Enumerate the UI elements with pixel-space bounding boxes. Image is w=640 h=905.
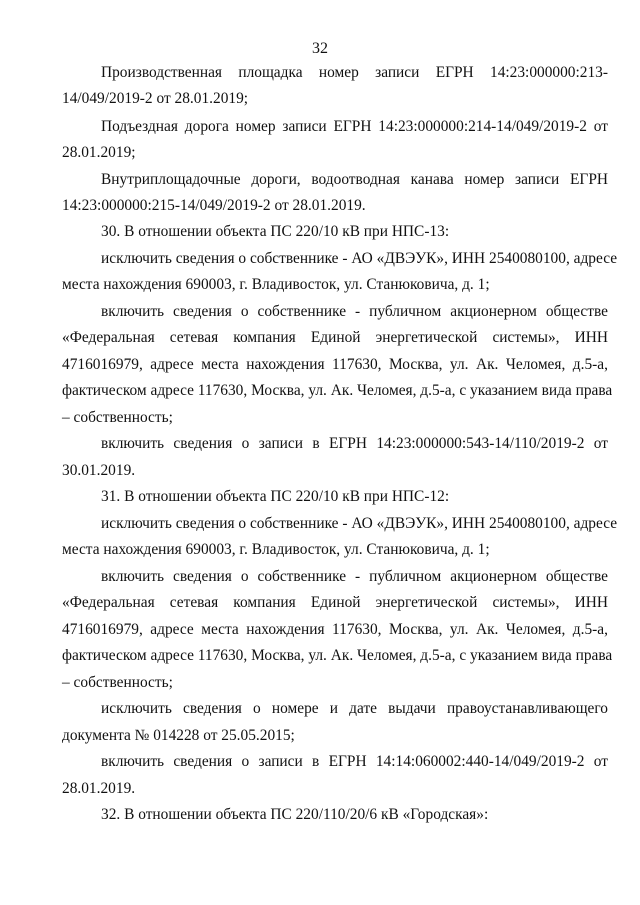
text-line: фактическом адресе 117630, Москва, ул. Ак. Челомея, д.5-а, с указанием вида права [62, 382, 613, 399]
text-line: включить сведения о собственнике - публичном акционерном обществе [101, 568, 608, 585]
text-line: 14/049/2019-2 от 28.01.2019; [62, 90, 249, 107]
section-heading: 32. В отношении объекта ПС 220/110/20/6 кВ «Городская»: [101, 806, 489, 823]
text-line: исключить сведения о номере и дате выдачи правоустанавливающего [101, 700, 608, 717]
text-line: Внутриплощадочные дороги, водоотводная канава номер записи ЕГРН [101, 171, 608, 188]
text-line: документа № 014228 от 25.05.2015; [62, 727, 295, 744]
text-line: – собственность; [62, 409, 173, 426]
text-line: места нахождения 690003, г. Владивосток, ул. Станюковича, д. 1; [62, 541, 490, 558]
text-line: – собственность; [62, 674, 173, 691]
text-line: 4716016979, адресе места нахождения 117630, Москва, ул. Ак. Челомея, д.5-а, [62, 621, 608, 638]
section-heading: 30. В отношении объекта ПС 220/10 кВ при НПС-13: [101, 223, 450, 240]
text-line: Подъездная дорога номер записи ЕГРН 14:23:000000:214-14/049/2019-2 от [101, 118, 608, 135]
text-line: включить сведения о записи в ЕГРН 14:23:000000:543-14/110/2019-2 от [101, 435, 608, 452]
text-line: места нахождения 690003, г. Владивосток, ул. Станюковича, д. 1; [62, 276, 490, 293]
text-line: 4716016979, адресе места нахождения 117630, Москва, ул. Ак. Челомея, д.5-а, [62, 356, 608, 373]
text-line: 28.01.2019; [62, 144, 136, 161]
text-line: включить сведения о записи в ЕГРН 14:14:060002:440-14/049/2019-2 от [101, 753, 608, 770]
text-line: Производственная площадка номер записи ЕГРН 14:23:000000:213- [101, 64, 608, 81]
text-line: включить сведения о собственнике - публичном акционерном обществе [101, 303, 608, 320]
text-line: исключить сведения о собственнике - АО «ДВЭУК», ИНН 2540080100, адресе [101, 250, 618, 267]
text-line: «Федеральная сетевая компания Единой энергетической системы», ИНН [62, 594, 608, 611]
text-line: 14:23:000000:215-14/049/2019-2 от 28.01.2019. [62, 197, 366, 214]
text-line: 28.01.2019. [62, 780, 136, 797]
text-line: исключить сведения о собственнике - АО «ДВЭУК», ИНН 2540080100, адресе [101, 515, 618, 532]
page-number: 32 [312, 40, 328, 57]
text-line: «Федеральная сетевая компания Единой энергетической системы», ИНН [62, 329, 608, 346]
text-line: фактическом адресе 117630, Москва, ул. Ак. Челомея, д.5-а, с указанием вида права [62, 647, 613, 664]
section-heading: 31. В отношении объекта ПС 220/10 кВ при НПС-12: [101, 488, 450, 505]
text-line: 30.01.2019. [62, 462, 136, 479]
